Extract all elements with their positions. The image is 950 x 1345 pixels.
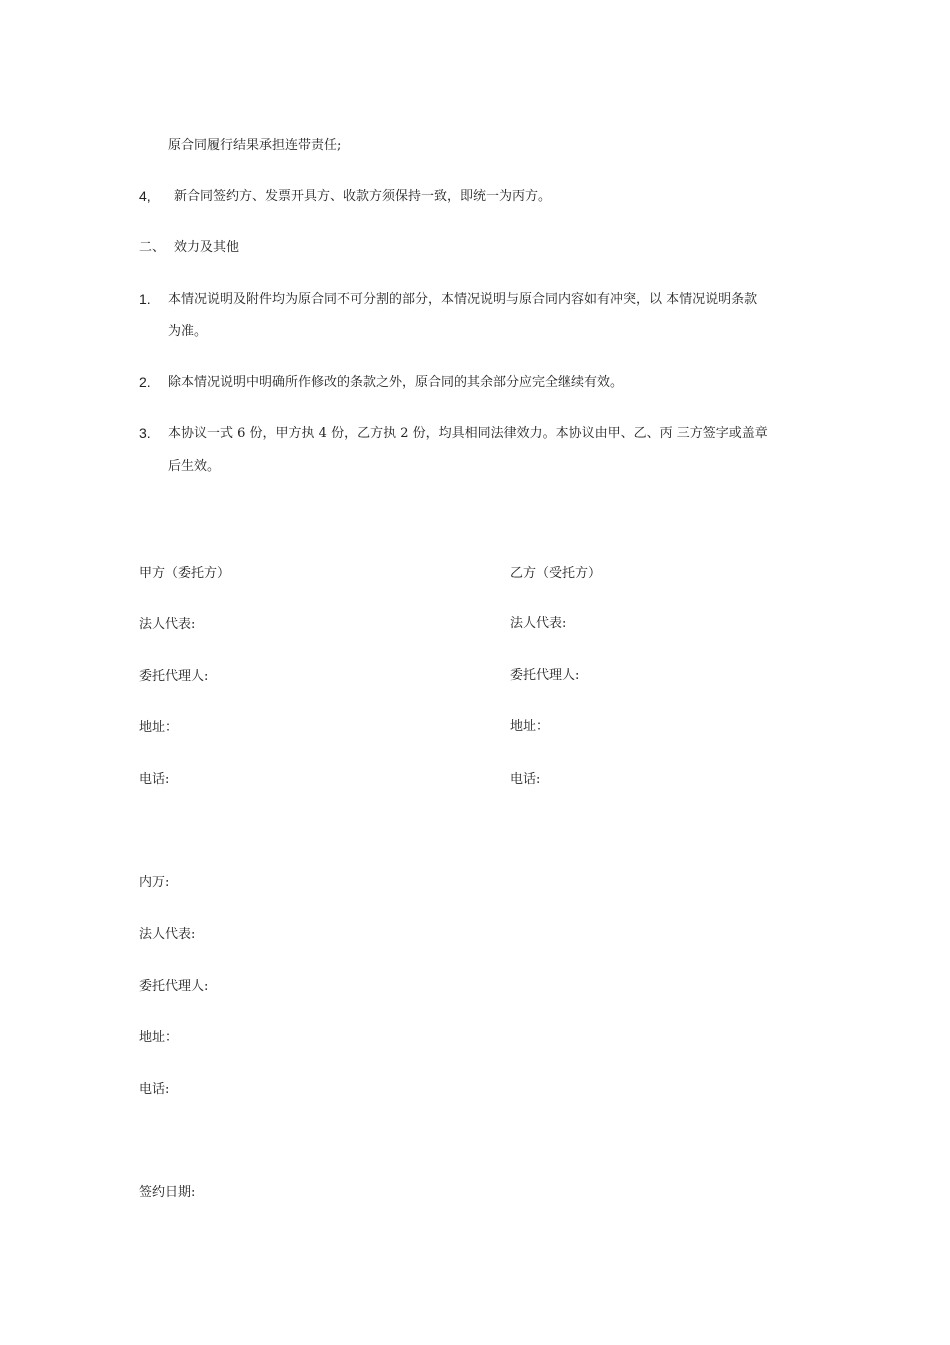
section-2-item-3-line-1: 本协议一式 6 份，甲方执 4 份，乙方执 2 份，均具相同法律效力。本协议由甲、乙、丙 三方签字或盖章 <box>168 426 768 441</box>
section-2-title: 效力及其他 <box>174 240 240 255</box>
section-2-item-1-number: 1. <box>139 291 151 307</box>
signing-date-label: 签约日期: <box>139 1185 196 1200</box>
party-b-title: 乙方（受托方） <box>510 566 602 581</box>
section-2-item-3-line-2: 后生效。 <box>168 459 221 474</box>
party-a-title: 甲方（委托方） <box>139 566 231 581</box>
party-a-address-label: 地址： <box>139 720 179 735</box>
party-a-phone-label: 电话: <box>139 772 170 787</box>
party-c-phone-label: 电话: <box>139 1082 170 1097</box>
party-b-address-label: 地址： <box>510 719 550 734</box>
party-b-agent-label: 委托代理人: <box>510 668 580 683</box>
clause-4-number: 4, <box>139 188 151 204</box>
section-2-item-2-number: 2. <box>139 374 151 390</box>
party-c-address-label: 地址： <box>139 1030 179 1045</box>
section-2-item-1-line-2: 为准。 <box>168 324 208 339</box>
section-2-item-1-line-1: 本情况说明及附件均为原合同不可分割的部分，本情况说明与原合同内容如有冲突，以 本情况说明条款 <box>168 292 758 307</box>
section-2-number: 二、 <box>139 240 166 255</box>
section-2-item-3-number: 3. <box>139 425 151 441</box>
party-a-legal-rep-label: 法人代表: <box>139 617 196 632</box>
section-2-item-2-line-1: 除本情况说明中明确所作修改的条款之外，原合同的其余部分应完全继续有效。 <box>168 375 624 390</box>
party-c-title: 内万: <box>139 875 170 890</box>
party-c-agent-label: 委托代理人: <box>139 979 209 994</box>
clause-continuation: 原合同履行结果承担连带责任; <box>168 138 342 153</box>
party-a-agent-label: 委托代理人: <box>139 669 209 684</box>
party-c-legal-rep-label: 法人代表: <box>139 927 196 942</box>
party-b-legal-rep-label: 法人代表: <box>510 616 567 631</box>
clause-4-text: 新合同签约方、发票开具方、收款方须保持一致，即统一为丙方。 <box>174 189 552 204</box>
party-b-phone-label: 电话: <box>510 772 541 787</box>
